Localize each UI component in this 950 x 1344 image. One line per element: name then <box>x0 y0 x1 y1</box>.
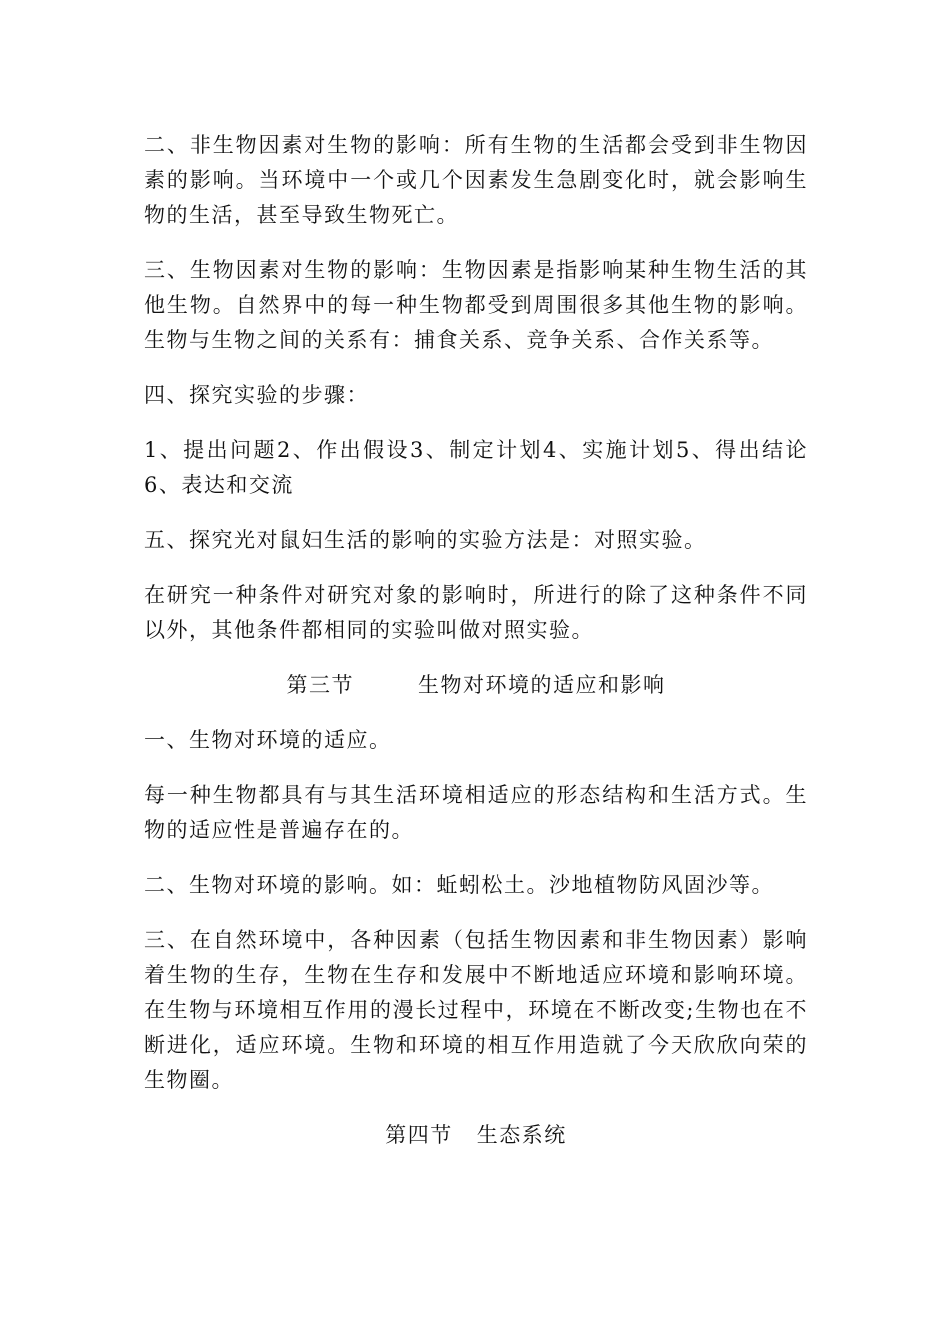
document-page <box>144 128 808 1173</box>
paragraph-abiotic-factors: 二、非生物因素对生物的影响：所有生物的生活都会受到非生物因素的影响。当环境中一个或几个因素发生急剧变化时，就会影响生物的生活，甚至导致生物死亡。 <box>144 133 808 227</box>
paragraph-experiment-steps-heading: 四、探究实验的步骤： <box>144 383 369 407</box>
section-heading-3 <box>144 668 808 703</box>
paragraph-controlled-experiment: 在研究一种条件对研究对象的影响时，所进行的除了这种条件不同以外，其他条件都相同的实验叫做对照实验。 <box>144 583 808 642</box>
paragraph-light-experiment: 五、探究光对鼠妇生活的影响的实验方法是：对照实验。 <box>144 528 707 552</box>
paragraph-adaptation-heading: 一、生物对环境的适应。 <box>144 728 392 752</box>
paragraph-influence: 二、生物对环境的影响。如：蚯蚓松土。沙地植物防风固沙等。 <box>144 873 774 897</box>
section-title: 生物对环境的适应和影响 <box>418 673 666 697</box>
paragraph-adaptation: 每一种生物都具有与其生活环境相适应的形态结构和生活方式。生物的适应性是普遍存在的。 <box>144 783 808 842</box>
section-heading-4 <box>144 1118 808 1153</box>
section-number: 第三节 <box>286 673 354 697</box>
paragraph-experiment-steps: 1、提出问题2、作出假设3、制定计划4、实施计划5、得出结论6、表达和交流 <box>144 438 808 497</box>
paragraph-interaction: 三、在自然环境中，各种因素（包括生物因素和非生物因素）影响着生物的生存，生物在生存和发展中不断地适应环境和影响环境。在生物与环境相互作用的漫长过程中，环境在不断改变;生物也在不断进化，适应环境。生物和环境的相互作用造就了今天欣欣向荣的生物圈。 <box>144 928 808 1092</box>
section-number: 第四节 <box>385 1123 453 1147</box>
section-title: 生态系统 <box>476 1123 567 1147</box>
paragraph-biotic-factors: 三、生物因素对生物的影响：生物因素是指影响某种生物生活的其他生物。自然界中的每一种生物都受到周围很多其他生物的影响。生物与生物之间的关系有：捕食关系、竞争关系、合作关系等。 <box>144 258 808 352</box>
